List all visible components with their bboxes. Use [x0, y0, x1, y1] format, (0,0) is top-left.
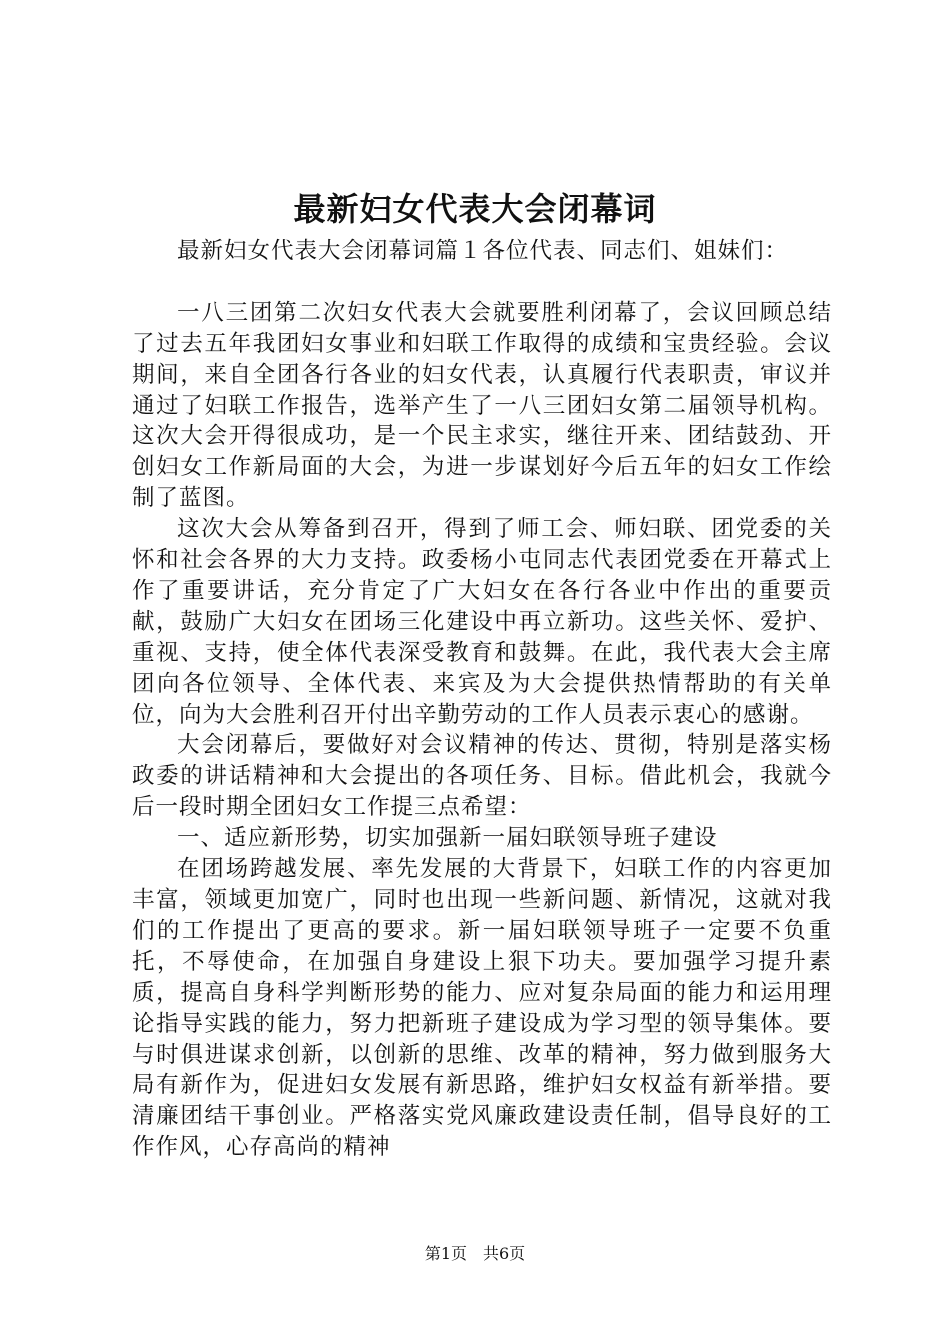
body-paragraph: 大会闭幕后，要做好对会议精神的传达、贯彻，特别是落实杨政委的讲话精神和大会提出的各项任务、目标。借此机会，我就今后一段时期全团妇女工作提三点希望： — [132, 732, 832, 821]
page-footer — [0, 1242, 950, 1266]
document-body — [132, 236, 832, 1163]
body-paragraph: 这次大会从筹备到召开，得到了师工会、师妇联、团党委的关怀和社会各界的大力支持。政委杨小屯同志代表团党委在开幕式上作了重要讲话，充分肯定了广大妇女在各行各业中作出的重要贡献，鼓励广大妇女在团场三化建设中再立新功。这些关怀、爱护、重视、支持，使全体代表深受教育和鼓舞。在此，我代表大会主席团向各位领导、全体代表、来宾及为大会提供热情帮助的有关单位，向为大会胜利召开付出辛勤劳动的工作人员表示衷心的感谢。 — [132, 516, 832, 728]
body-paragraph: 在团场跨越发展、率先发展的大背景下，妇联工作的内容更加丰富，领域更加宽广，同时也出现一些新问题、新情况，这就对我们的工作提出了更高的要求。新一届妇联领导班子一定要不负重托，不辱使命，在加强自身建设上狠下功夫。要加强学习提升素质，提高自身科学判断形势的能力、应对复杂局面的能力和运用理论指导实践的能力，努力把新班子建设成为学习型的领导集体。要与时俱进谋求创新，以创新的思维、改革的精神，努力做到服务大局有新作为，促进妇女发展有新思路，维护妇女权益有新举措。要清廉团结干事创业。严格落实党风廉政建设责任制，倡导良好的工作作风，心存高尚的精神 — [132, 856, 832, 1161]
section-heading: 一、适应新形势，切实加强新一届妇联领导班子建设 — [177, 825, 718, 852]
intro-paragraph: 最新妇女代表大会闭幕词篇１各位代表、同志们、姐妹们： — [177, 238, 789, 264]
page-number: 第1页 共6页 — [424, 1244, 526, 1263]
body-paragraph: 一八三团第二次妇女代表大会就要胜利闭幕了，会议回顾总结了过去五年我团妇女事业和妇联工作取得的成绩和宝贵经验。会议期间，来自全团各行各业的妇女代表，认真履行代表职责，审议并通过了妇联工作报告，选举产生了一八三团妇女第二届领导机构。这次大会开得很成功，是一个民主求实，继往开来、团结鼓劲、开创妇女工作新局面的大会，为进一步谋划好今后五年的妇女工作绘制了蓝图。 — [132, 299, 832, 512]
document-title: 最新妇女代表大会闭幕词 — [293, 190, 657, 228]
